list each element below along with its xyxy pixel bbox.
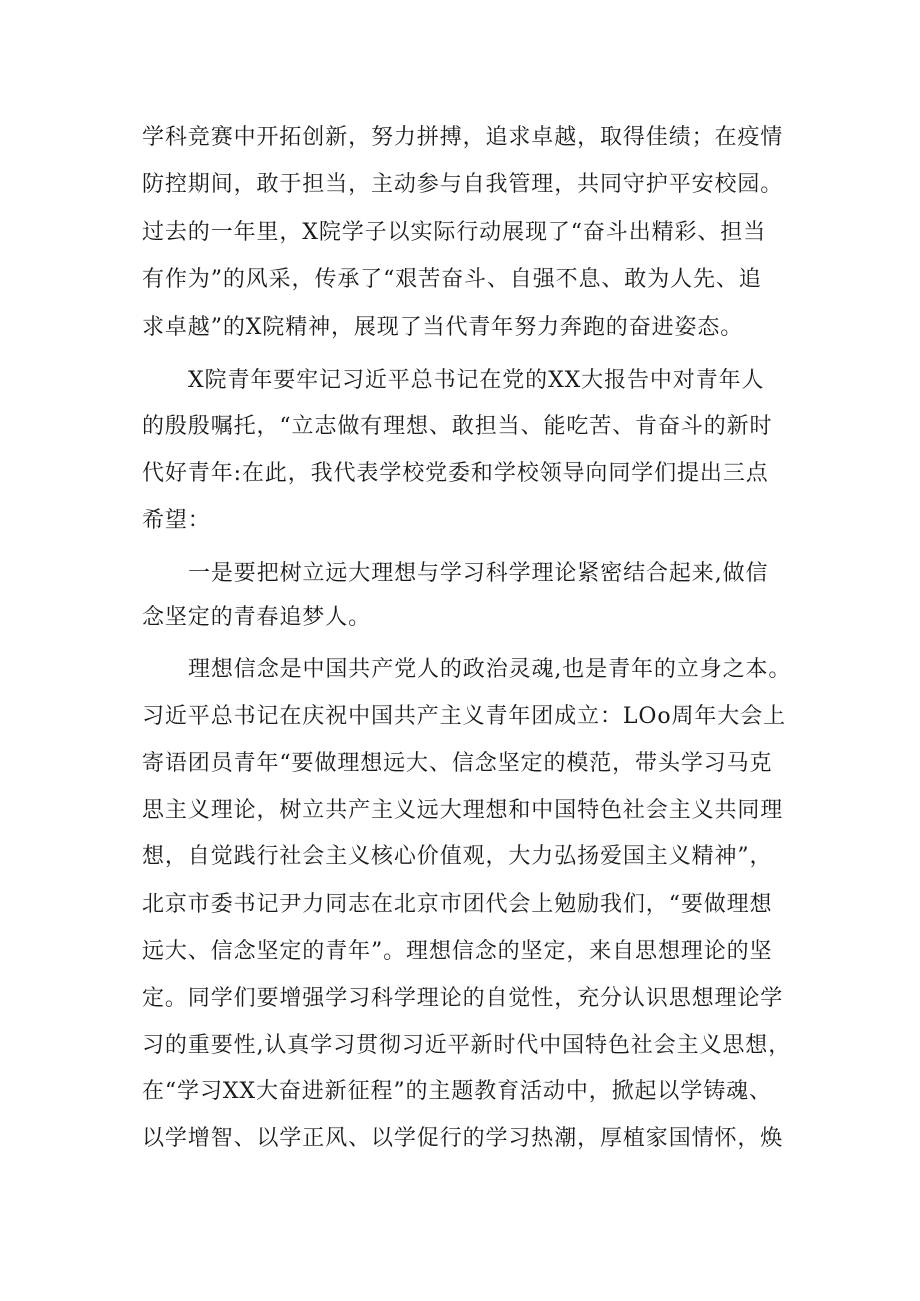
paragraph-4-line-1: 理想信念是中国共产党人的政治灵魂,也是青年的立身之本。	[188, 657, 792, 682]
paragraph-1-line-5: 求卓越”的X院精神，展现了当代青年努力奔跑的奋进姿态。	[142, 315, 744, 340]
paragraph-4-line-3: 寄语团员青年“要做理想远大、信念坚定的模范，带头学习马克	[142, 751, 773, 776]
paragraph-3-line-2: 念坚定的青春追梦人。	[142, 605, 372, 630]
paragraph-4-line-2: 习近平总书记在庆祝中国共产主义青年团成立：LOo周年大会上	[142, 704, 786, 729]
paragraph-3-line-1: 一是要把树立远大理想与学习科学理论紧密结合起来,做信	[188, 561, 769, 586]
paragraph-4-line-6: 北京市委书记尹力同志在北京市团代会上勉励我们，“要做理想	[142, 892, 773, 917]
paragraph-2-line-3: 代好青年:在此，我代表学校党委和学校领导向同学们提出三点	[142, 461, 769, 486]
paragraph-1-line-2: 防控期间，敢于担当，主动参与自我管理，共同守护平安校园。	[142, 172, 784, 197]
paragraph-4-line-5: 想，自觉践行社会主义核心价值观，大力弘扬爱国主义精神”，	[142, 844, 773, 869]
paragraph-4-line-10: 在“学习XX大奋进新征程”的主题教育活动中，掀起以学铸魂、	[142, 1079, 772, 1104]
paragraph-2-line-1: X院青年要牢记习近平总书记在党的XX大报告中对青年人	[188, 368, 765, 393]
paragraph-2-line-4: 希望：	[142, 508, 211, 533]
paragraph-4-line-7: 远大、信念坚定的青年”。理想信念的坚定，来自思想理论的坚	[142, 939, 773, 964]
paragraph-4-line-4: 思主义理论，树立共产主义远大理想和中国特色社会主义共同理	[142, 798, 784, 823]
paragraph-1-line-3: 过去的一年里，X院学子以实际行动展现了“奋斗出精彩、担当	[142, 220, 767, 245]
paragraph-1-line-4: 有作为”的风采，传承了“艰苦奋斗、自强不息、敢为人先、追	[142, 267, 762, 292]
paragraph-4-line-9: 习的重要性,认真学习贯彻习近平新时代中国特色社会主义思想，	[142, 1033, 792, 1058]
paragraph-4-line-11: 以学增智、以学正风、以学促行的学习热潮，厚植家国情怀，焕	[142, 1126, 784, 1151]
paragraph-4-line-8: 定。同学们要增强学习科学理论的自觉性，充分认识思想理论学	[142, 986, 784, 1011]
paragraph-2-line-2: 的殷殷嘱托，“立志做有理想、敢担当、能吃苦、肯奋斗的新时	[142, 414, 773, 439]
paragraph-1-line-1: 学科竞赛中开拓创新，努力拼搏，追求卓越，取得佳绩；在疫情	[142, 125, 784, 150]
